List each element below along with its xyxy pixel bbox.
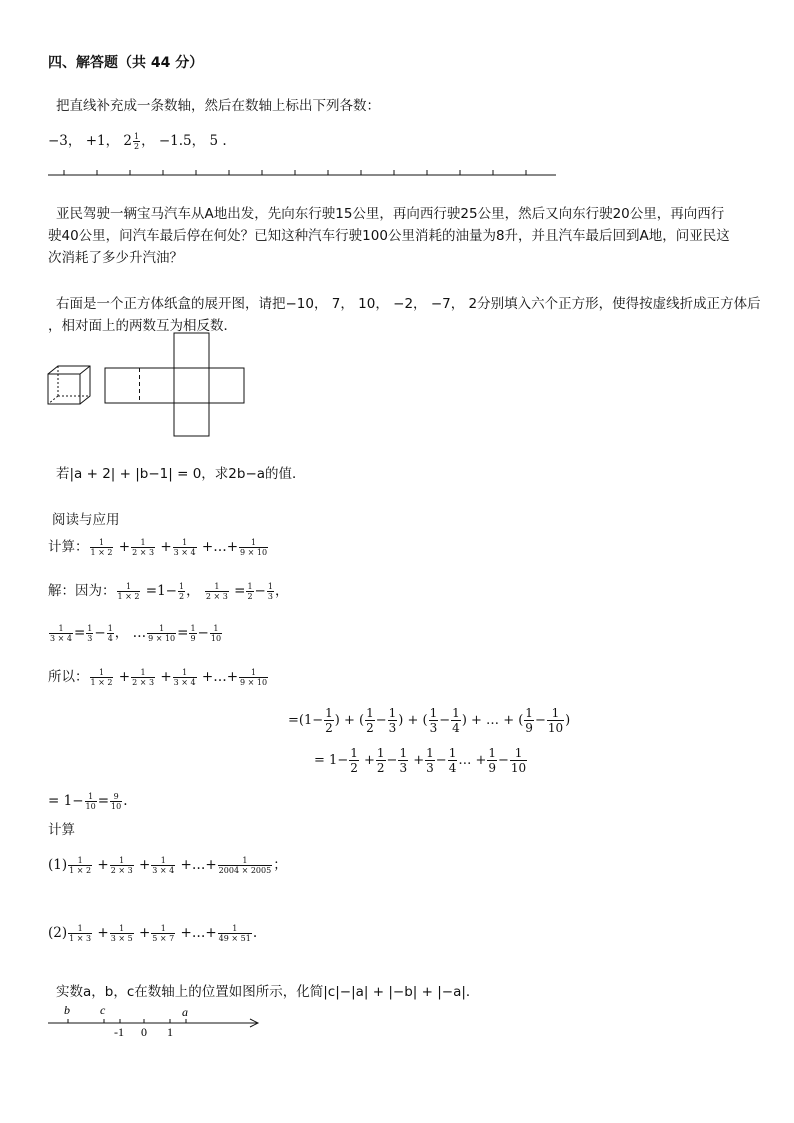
cube-net-diagram (104, 332, 248, 438)
q2-line1: 亚民驾驶一辆宝马汽车从A地出发，先向东行驶15公里，再向西行驶25公里，然后又向东行驶20公里，再向西行 (56, 206, 725, 222)
q6-text: 实数a，b，c在数轴上的位置如图所示，化简|c|−|a| + |−b| + |−a|． (56, 984, 480, 1000)
tick-0: 0 (141, 1025, 147, 1039)
q1-numbers (48, 132, 227, 151)
cube-diagram (46, 364, 94, 408)
q5-calc2-label: 计算 (48, 822, 75, 838)
q5-expansion-1: =(1− $\frac{1}{2}$ ) + ( $\frac{1}{2}$ − $\frac{1}{3}$ ) + ( $\frac{1}{3}$ − $\frac{1}{4}$ ) + … + ( $\frac{1}{9}$ − $\frac{1}{10}$ ) (288, 706, 571, 735)
q1-mixed-fraction: $\frac{1}{2}$ (133, 132, 140, 151)
q5-expansion-2: = 1− $\frac{1}{2}$ + $\frac{1}{2}$ − $\frac{1}{3}$ + $\frac{1}{3}$ − $\frac{1}{4}$ … + $\frac{1}{9}$ − $\frac{1}{10}$ (314, 746, 527, 775)
q1-numbers-b: ， −1.5， 5 . (141, 133, 227, 149)
section-title: 四、解答题（共 44 分） (48, 55, 204, 71)
q1-number-line (48, 166, 560, 178)
q5-title: 阅读与应用 (52, 512, 120, 528)
q5-result: = 1− $\frac{1}{10}$ = $\frac{9}{10}$ . (48, 792, 128, 811)
q5-solve-line2: $\frac{1}{3 \times 4}$ = $\frac{1}{3}$ − $\frac{1}{4}$ ， … $\frac{1}{9 \times 10}$ = $\frac{1}{9}$ − $\frac{1}{10}$ (50, 624, 222, 643)
label-a: a (182, 1005, 188, 1019)
q1-numbers-a: −3， +1， 2 (48, 133, 132, 149)
q5-so-line: 所以： $\frac{1}{1 \times 2}$ + $\frac{1}{2 \times 3}$ + $\frac{1}{3 \times 4}$ +…+ $\frac{1}{9 \times 10}$ (48, 668, 268, 687)
q2-line3: 次消耗了多少升汽油？ (48, 250, 183, 266)
q3-line2: ，相对面上的两数互为相反数． (48, 318, 237, 334)
tick-minus-1: -1 (114, 1025, 124, 1039)
q5-problem-2: (2) $\frac{1}{1 \times 3}$ + $\frac{1}{3 \times 5}$ + $\frac{1}{5 \times 7}$ +…+ $\frac{1}{49 \times 51}$ . (48, 924, 258, 943)
q1-prompt: 把直线补充成一条数轴，然后在数轴上标出下列各数： (56, 98, 380, 114)
q6-number-line (44, 1000, 266, 1042)
q5-solve-line: 解：因为： $\frac{1}{1 \times 2}$ =1− $\frac{1}{2}$ ， $\frac{1}{2 \times 3}$ = $\frac{1}{2}$ − $\frac{1}{3}$ ， (48, 582, 289, 601)
q3-line1: 右面是一个正方体纸盒的展开图，请把−10， 7， 10， −2， −7， 2分别填入六个正方形，使得按虚线折成正方体后 (56, 296, 761, 312)
q4-text: 若|a + 2| + |b−1| = 0，求2b−a的值． (56, 466, 306, 482)
label-b: b (64, 1003, 70, 1017)
tick-1: 1 (167, 1025, 173, 1039)
q5-problem-1: (1) $\frac{1}{1 \times 2}$ + $\frac{1}{2 \times 3}$ + $\frac{1}{3 \times 4}$ +…+ $\frac{1}{2004 \times 2005}$ ； (48, 856, 287, 875)
label-c: c (100, 1003, 106, 1017)
q2-line2: 驶40公里，问汽车最后停在何处？已知这种汽车行驶100公里消耗的油量为8升，并且汽车最后回到A地，问亚民这 (48, 228, 730, 244)
q5-calc-line: 计算： $\frac{1}{1 \times 2}$ + $\frac{1}{2 \times 3}$ + $\frac{1}{3 \times 4}$ +…+ $\frac{1}{9 \times 10}$ (48, 538, 268, 557)
